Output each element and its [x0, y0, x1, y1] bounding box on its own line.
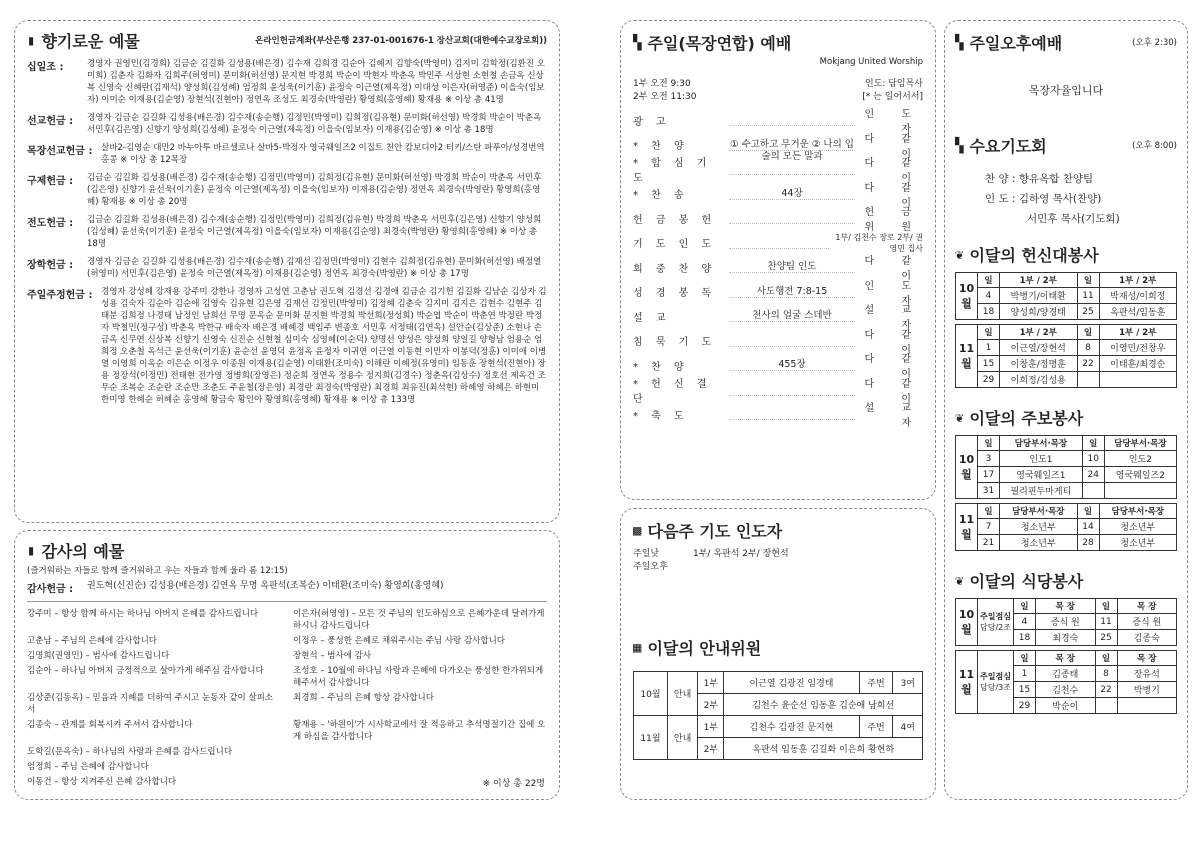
usher-cell: 2부 [698, 694, 724, 716]
order-person: 헌 금 위 원 [864, 207, 923, 234]
afternoon-title-wrap [955, 31, 1062, 54]
table-row [956, 340, 1177, 356]
account-info: 온라인헌금계좌(부산은행 237-01-001676-1 장산교회(대한예수교장로회)) [255, 35, 547, 46]
next-row-key-2: 주일오후 [633, 562, 668, 572]
usher-cell: 3여 [893, 672, 923, 694]
table-cell: 필리핀두마게티 [1000, 483, 1083, 499]
table-cell: 이근열/장현석 [1000, 340, 1078, 356]
lead-sub: 담당/3조 [980, 683, 1011, 692]
usher-cell: 주번 [859, 672, 893, 694]
thanks-item: 황재용 – '하원이'가 시사학교에서 잘 적응하고 추석명절기간 집에 오게 하심을 감사합니다 [293, 720, 546, 742]
section-mark-icon: ▦ [633, 639, 642, 656]
table-cell: 인도1 [1000, 451, 1083, 467]
offering-names: 경영자 강성혜 강재용 강주미 강한나 경영자 고성연 고춘남 권도혁 김경선 김경애 김금순 김기헌 김길화 김남순 김상자 김성용 김숙자 김순아 김순애 김영숙 김유현 김은영 김재선 김정민(박영미) 김정혜 김춘숙 김지미 김지은 김현수 김현주 김태분 김희정 나경태 남정인 남희선 무명 문옥순 문미화 문지현 박경희 박선희(정성희) 박순엽 박순이 박춘연 박정란 박정자 박철민(정구성) 박춘옥 박한규 배숙자 배은경 배혜경 백임주 변종호 서민후 서정태(김연옥) 설안순(김상준) 소현나 손금옥 신무연 신상복 신향기 신영숙 신진순 신현철 심미숙 심영혜(이순덕) 양명선 양성은 양성희 양일길 양형남 엄용순 엄희정 오춘철 옥석근 윤선욱(이기훈) 윤순선 윤영덕 윤정옥 윤정자 이귀연 이근열 이동현 이민자 이봉덕(정훈) 이미애 이병열 이영희 이옥순 이은순 이정우 이종원 이재용(김순영) 이태환(조미숙) 이해란 이혜정(유영미) 임동훈 장현석(진현아) 장용 정장석(이정민) 전태현 전가영 정병희(장영은) 정순희 정연옥 정용수 정지희(김경수) 정춘옥(김상수) 정호선 제옥건 조무순 조복순 조순란 조순만 조춘도 주윤철(장은영) 최경란 최경숙(박영란) 최경희 최유진(최석현) 하혜영 하혜은 하현미 한미영 한혜순 허혜순 홍영혜 황금숙 황인아 황영희(홍영혜) 황재용 ※ 이상 총 133명 [101, 287, 547, 405]
thanks-item: 최경희 – 주님의 은혜 항상 감사합니다 [293, 693, 434, 703]
table-cell: 24 [1082, 467, 1104, 483]
table-cell: 김천수 [1036, 682, 1096, 698]
table-row [956, 356, 1177, 372]
wednesday-line-3: 서민후 목사(기도회) [1027, 213, 1120, 225]
month-cell: 10월 [956, 436, 978, 499]
thanks-item: 이은자(허영영) – 모든 것 주님의 인도하심으로 은혜가운데 달려가게 하시니 감사드립니다 [293, 609, 545, 631]
order-person: 다 같 이 [864, 133, 923, 160]
service-title-wrap [955, 243, 1177, 266]
header-cell: 담당부서·목장 [1000, 436, 1083, 451]
order-detail: 455장 [729, 359, 855, 371]
offering-label: 십일조 : [27, 62, 64, 73]
table-row [956, 535, 1177, 551]
order-row [633, 402, 923, 430]
order-row [633, 206, 923, 234]
table-cell: 7 [978, 519, 1000, 535]
offering-names: 경영자 권영민(김경희) 김금순 김길화 김성용(배은경) 김수재 김희경 김순아 김혜지 김향숙(박영미) 김지미 김학정(김환진 오미희) 김춘자 김화자 김희주(허영미) 문미화(허선영) 문지현 박경희 박순이 박현자 박춘옥 박민주 서상현 소현철 손금옥 신상복 신영숙 신혜란(김재석) 양성희(김성혜) 엄정희 윤성욱(이기훈) 윤정숙 이근열(제옥정) 이대성 이은자(허영준) 이을숙(임보자) 이미순 이재용(김순영) 장현석(진현아) 정연옥 조성도 최경숙(박영란) 황영희(홍영혜) 황재용 ※ 이상 총 41명 [87, 59, 545, 105]
section-mark-icon: ▚ [633, 34, 642, 51]
table-cell: 증식 원 [1117, 614, 1177, 630]
table-cell: 1 [978, 340, 1000, 356]
worship-panel [620, 20, 936, 500]
order-detail: 찬양팀 인도 [729, 261, 855, 273]
table-cell: 3 [978, 451, 1000, 467]
wednesday-title-wrap [955, 134, 1047, 157]
wednesday-time: (오후 8:00) [1132, 140, 1177, 151]
header-cell: 일 [1095, 599, 1117, 614]
table-row [956, 304, 1177, 320]
offering-list [27, 58, 547, 406]
table-cell [1104, 483, 1176, 499]
order-item: 회 중 찬 양 [633, 263, 717, 275]
bulletin-title-wrap [955, 406, 1177, 429]
table-cell: 25 [1077, 304, 1099, 320]
header-cell: 일 [1082, 436, 1104, 451]
table-cell: 이태훈/최경순 [1099, 356, 1177, 372]
order-detail [729, 163, 855, 175]
worship-subtitle: Mokjang United Worship [819, 57, 923, 67]
offering-panel [14, 20, 560, 523]
table-header [956, 325, 1177, 340]
lead-cell [978, 651, 1014, 714]
table-cell [1082, 483, 1104, 499]
thanks-panel [14, 530, 560, 800]
usher-cell: 안내 [668, 716, 698, 760]
order-person: 인 도 자 [864, 109, 923, 136]
table-cell: 8 [1095, 666, 1117, 682]
worship-leader-note: [* 는 일어서서] [862, 92, 923, 102]
lead-label: 주일점심 [980, 672, 1011, 681]
header-cell: 1부 / 2부 [1000, 325, 1078, 340]
header-cell: 목 장 [1117, 599, 1177, 614]
table-cell: 청소년부 [1000, 519, 1078, 535]
next-title-wrap [633, 519, 923, 542]
usher-cell: 4여 [893, 716, 923, 738]
order-detail: ① 수고하고 무거운 ② 나의 입술의 모든 말과 [730, 138, 854, 162]
thanks-item: 강주미 – 항상 함께 하시는 하나님 아버지 은혜를 감사드립니다 [27, 609, 259, 619]
table-header [956, 436, 1177, 451]
table-cell: 31 [978, 483, 1000, 499]
header-cell: 일 [978, 273, 1000, 288]
thanks-item: 도학길(문옥숙) – 하나님의 사랑과 은혜를 감사드립니다 [27, 747, 233, 757]
usher-cell: 이근열 김광진 임경태 [724, 672, 859, 694]
afternoon-title: 주일오후예배 [969, 34, 1063, 53]
table-cell [1095, 698, 1117, 714]
order-person: 다 같 이 [864, 378, 923, 405]
heart-icon: ❦ [955, 246, 964, 263]
table-cell: 영국웨일즈2 [1104, 467, 1176, 483]
order-item: * 찬 송 [633, 190, 689, 202]
table-cell: 15 [1014, 682, 1036, 698]
thanks-item [293, 761, 547, 773]
table-cell [1077, 372, 1099, 388]
offering-label: 전도헌금 : [27, 218, 74, 229]
header-cell: 목 장 [1036, 599, 1096, 614]
header-cell: 1부 / 2부 [1099, 325, 1177, 340]
thanks-note: (즐거워하는 자들로 함께 즐거워하고 우는 자들과 함께 울라 롬 12:15) [27, 566, 288, 576]
bulletin-table [955, 435, 1177, 499]
table-cell: 8 [1077, 340, 1099, 356]
month-cell: 11월 [956, 504, 978, 551]
next-panel [620, 508, 936, 800]
order-person: 다 같 이 [864, 256, 923, 283]
next-row-key-1: 주일낮 [633, 549, 660, 559]
table-cell: 김종태 [1036, 666, 1096, 682]
usher-cell: 김천수 김광진 문지현 [724, 716, 859, 738]
section-mark-icon: ▩ [633, 522, 642, 539]
usher-row [634, 672, 923, 694]
next-prayer-title: 다음주 기도 인도자 [647, 522, 783, 541]
usher-cell: 안내 [668, 672, 698, 716]
time-1: 1부 오전 9:30 [633, 79, 691, 89]
bulletin-table [955, 503, 1177, 551]
offering-label: 구제헌금 : [27, 176, 74, 187]
header-cell: 일 [1077, 325, 1099, 340]
month-cell: 11월 [956, 651, 978, 714]
worship-title: 주일(목장연합) 예배 [647, 34, 792, 53]
header-cell: 일 [978, 436, 1000, 451]
table-row [956, 451, 1177, 467]
dining-title-wrap [955, 569, 1177, 592]
table-cell: 청소년부 [1099, 535, 1177, 551]
thanks-item: 고춘남 – 주님의 은혜에 감사합니다 [27, 636, 158, 646]
table-cell: 10 [1082, 451, 1104, 467]
order-item: 성 경 봉 독 [633, 288, 717, 300]
order-person: 1부/ 김천수 장로 2부/ 권영민 집사 [835, 232, 923, 253]
heart-icon: ❦ [955, 572, 964, 589]
ushers-title-wrap [633, 636, 923, 659]
section-mark-icon: ▚ [955, 34, 964, 51]
offering-names: 경영자 김금순 김길화 김성용(배은경) 김수재(송순행) 김정민(박영미) 김희정(김유현) 문미화(허선영) 박경희 박순이 박춘옥 서민후(김은영) 신향기 양성희(김성혜) 윤정숙 이근열(제옥정) 이을숙(임보자) 이재용(김순영) ※ 이상 총 18명 [87, 113, 542, 135]
order-person: 다 같 이 [864, 354, 923, 381]
offering-names: 김금순 김길화 김성용(배은경) 김수재(송순행) 김정민(박영미) 김희정(김유현) 문미화(허선영) 박경희 박순이 박춘옥 서민후(김은영) 신향기 윤선욱(이기훈) 윤정숙 이근열(제옥정) 이을숙(임보자) 이재용(김순영) 정연옥 최경숙(박영란) 황영희(홍영혜) 황재용 ※ 이상 총 20명 [87, 173, 542, 207]
usher-cell: 11월 [634, 716, 668, 760]
divider [27, 601, 547, 602]
offering-names: 살바2-김영순 대만2 바누아투 바르셀로나 살바5-박정자 영국웨일즈2 이집트 천안 캄보디아2 터키/스탄 파푸아/성경번역 홍콩 ※ 이상 총 12목장 [101, 143, 545, 165]
header-cell: 1부 / 2부 [1000, 273, 1078, 288]
table-cell: 김종숙 [1117, 630, 1177, 646]
offering-label: 장학헌금 : [27, 260, 74, 271]
offering-label: 주일주정헌금 : [27, 290, 93, 301]
thanks-total: ※ 이상 총 22명 [482, 779, 545, 789]
offering-names: 경영자 김금순 김길화 김성용(배은경) 김수재(송순행) 김재선 김정민(박영미) 김현수 김희정(김유현) 문미화(허선영) 배정열(허영미) 서민후(김은영) 윤정숙 이근열(제옥정) 이재용(김순영) 정연옥 최경숙(박영란) ※ 이상 총 17명 [87, 257, 542, 279]
thanks-item: 김종숙 – 관계를 회복시켜 주셔서 감사합니다 [27, 720, 193, 730]
order-item: 광 고 [633, 116, 671, 128]
offering-section [27, 256, 547, 280]
order-item: 기 도 인 도 [633, 239, 717, 251]
table-cell: 15 [978, 356, 1000, 372]
order-item: * 찬 양 [633, 361, 689, 373]
offering-section [27, 286, 547, 406]
heart-icon: ❦ [955, 409, 964, 426]
offering-section [27, 142, 547, 166]
order-detail: 천사의 얼굴 스데반 [729, 310, 855, 322]
order-detail: 사도행전 7:8-15 [729, 286, 855, 298]
offering-label: 선교헌금 : [27, 116, 74, 127]
table-cell: 청소년부 [1000, 535, 1078, 551]
usher-cell: 옥판석 임동훈 김길화 이은희 황현하 [724, 738, 923, 760]
right-panel [944, 20, 1188, 800]
header-cell: 담당부서·목장 [1099, 504, 1177, 519]
table-cell: 이희정/김성용 [1000, 372, 1078, 388]
table-cell: 장유석 [1117, 666, 1177, 682]
usher-cell: 2부 [698, 738, 724, 760]
section-mark-icon: ▮ [27, 542, 36, 559]
thanks-item: 장현석 – 범사에 감사 [293, 651, 372, 661]
dining-tables [955, 598, 1177, 714]
table-cell [1117, 698, 1177, 714]
wednesday-line-2: 인 도 : 김하영 목사(찬양) [985, 193, 1102, 205]
table-cell [1099, 372, 1177, 388]
header-cell: 일 [1077, 504, 1099, 519]
table-cell: 11 [1095, 614, 1117, 630]
next-row-val-1: 1부/ 옥판석 2부/ 장현석 [693, 549, 789, 559]
table-row [956, 467, 1177, 483]
table-cell: 박병기/이태환 [1000, 288, 1078, 304]
order-person: 다 같 이 [864, 158, 923, 185]
table-cell: 14 [1077, 519, 1099, 535]
header-cell: 일 [1014, 651, 1036, 666]
table-cell: 박순이 [1036, 698, 1096, 714]
order-detail [729, 384, 855, 396]
table-cell: 증식 원 [1036, 614, 1096, 630]
order-detail [729, 237, 829, 249]
thanks-items [27, 608, 547, 788]
table-cell: 28 [1077, 535, 1099, 551]
table-cell: 이영민/전창우 [1099, 340, 1177, 356]
thanks-item: 엄정희 – 주님 은혜에 감사합니다 [27, 762, 149, 772]
table-cell: 25 [1095, 630, 1117, 646]
order-item: 설 교 [633, 312, 671, 324]
usher-cell: 김천수 윤순선 임동훈 김순애 남희선 [724, 694, 923, 716]
order-person: 설 교 자 [864, 403, 923, 430]
thanks-item: 이정우 – 풍성한 은혜로 채워주시는 주님 사랑 감사합니다 [293, 636, 506, 646]
order-person: 설 교 자 [864, 305, 923, 332]
dining-title: 이달의 식당봉사 [969, 572, 1084, 591]
worship-leader: 인도: 담임목사 [864, 79, 923, 89]
table-cell: 인도2 [1104, 451, 1176, 467]
time-2: 2부 오전 11:30 [633, 92, 697, 102]
order-person: 인 도 자 [864, 280, 923, 307]
thanks-givers: 권도혁(신진순) 김성용(배은경) 김연옥 무명 옥판석(조복순) 이태환(조미숙) 황영희(홍영혜) [87, 581, 444, 591]
month-cell: 10월 [956, 273, 978, 320]
table-cell: 4 [1014, 614, 1036, 630]
bulletin-tables [955, 435, 1177, 551]
worship-title-wrap [633, 31, 923, 54]
header-cell: 담당부서·목장 [1104, 436, 1176, 451]
table-header [956, 273, 1177, 288]
month-cell: 11월 [956, 325, 978, 388]
header-cell: 목 장 [1036, 651, 1096, 666]
table-cell: 박재성/이희정 [1099, 288, 1177, 304]
section-mark-icon: ▮ [27, 32, 36, 49]
header-cell: 일 [978, 325, 1000, 340]
service-table [955, 272, 1177, 320]
ushers-title: 이달의 안내위원 [647, 639, 762, 658]
section-mark-icon: ▚ [955, 137, 964, 154]
table-cell: 양성희/양경태 [1000, 304, 1078, 320]
table-cell: 17 [978, 467, 1000, 483]
header-cell: 일 [1014, 599, 1036, 614]
header-cell: 일 [978, 504, 1000, 519]
header-cell: 일 [1095, 651, 1117, 666]
order-item: 침 묵 기 도 [633, 337, 717, 349]
table-cell: 영국웨일즈1 [1000, 467, 1083, 483]
table-header [956, 651, 1177, 666]
table-cell: 22 [1077, 356, 1099, 372]
table-row [956, 372, 1177, 388]
table-cell: 21 [978, 535, 1000, 551]
lead-label: 주일점심 [980, 612, 1011, 621]
order-item: * 축 도 [633, 410, 689, 422]
header-cell: 일 [1077, 273, 1099, 288]
afternoon-text: 목장자율입니다 [1028, 84, 1104, 97]
thanks-item: 김순아 – 하나님 아버지 긍정적으로 살아가게 해주심 감사합니다 [27, 666, 264, 676]
table-cell: 22 [1095, 682, 1117, 698]
table-cell: 29 [1014, 698, 1036, 714]
service-tables [955, 272, 1177, 388]
table-cell: 박병기 [1117, 682, 1177, 698]
offering-section [27, 172, 547, 208]
thanks-label: 감사헌금 : [27, 584, 74, 595]
table-cell: 18 [978, 304, 1000, 320]
offering-names: 김금순 김길화 김성용(배은경) 김수재(송순행) 김정민(박영미) 김희정(김유현) 박경희 박춘옥 서민후(김은영) 신향기 양성희(김성혜) 윤선욱(이기훈) 윤정숙 이근열(제옥정) 이을숙(임보자) 이재용(김순영) 최경숙(박영란) 황영희(홍영혜) ※ 이상 총 18명 [87, 215, 542, 249]
table-cell: 이창훈/정명훈 [1000, 356, 1078, 372]
offering-section [27, 214, 547, 250]
afternoon-time: (오후 2:30) [1132, 37, 1177, 48]
service-table [955, 324, 1177, 388]
header-cell: 담당부서·목장 [1000, 504, 1078, 519]
order-detail [729, 212, 855, 224]
order-item: * 합 심 기 도 [633, 158, 712, 185]
thanks-item: 조성호 – 10월에 하나님 사랑과 은혜에 다가오는 풍성한 한가위되게 해주셔서 감사합니다 [293, 666, 544, 688]
order-detail [729, 114, 855, 126]
table-row [956, 483, 1177, 499]
dining-table [955, 650, 1177, 714]
table-cell: 18 [1014, 630, 1036, 646]
order-person: 다 같 이 [864, 329, 923, 356]
month-cell: 10월 [956, 599, 978, 646]
table-cell: 최경숙 [1036, 630, 1096, 646]
usher-cell: 1부 [698, 716, 724, 738]
service-title: 이달의 헌신대봉사 [969, 246, 1099, 265]
order-detail [729, 408, 855, 420]
order-item: * 찬 양 [633, 141, 689, 153]
thanks-item [293, 746, 547, 758]
usher-cell: 주번 [859, 716, 893, 738]
table-row [956, 288, 1177, 304]
table-cell: 11 [1077, 288, 1099, 304]
table-header [956, 504, 1177, 519]
offering-title: 향기로운 예물 [41, 32, 140, 51]
lead-cell [978, 599, 1014, 646]
lead-sub: 담당/2조 [980, 623, 1011, 632]
order-item: * 헌 신 결 단 [633, 378, 712, 405]
dining-table [955, 598, 1177, 646]
usher-cell: 1부 [698, 672, 724, 694]
header-cell: 1부 / 2부 [1099, 273, 1177, 288]
table-cell: 1 [1014, 666, 1036, 682]
table-cell: 옥판석/임동훈 [1099, 304, 1177, 320]
table-row [956, 519, 1177, 535]
thanks-item: 김상준(김동옥) – 믿음과 지혜를 더하여 주시고 눈동자 같이 살피소서 [27, 693, 273, 715]
ushers-table [633, 671, 923, 760]
wednesday-title: 수요기도회 [969, 137, 1047, 156]
thanks-title: 감사의 예물 [41, 542, 125, 561]
offering-label: 목장선교헌금 : [27, 146, 93, 157]
table-cell: 29 [978, 372, 1000, 388]
order-person: 다 같 이 [864, 182, 923, 209]
table-cell: 청소년부 [1099, 519, 1177, 535]
thanks-item: 이동건 – 항상 지켜주신 은혜 감사합니다 [27, 777, 177, 787]
table-header [956, 599, 1177, 614]
table-cell: 4 [978, 288, 1000, 304]
offering-section [27, 112, 547, 136]
offering-section [27, 58, 547, 106]
bulletin-title: 이달의 주보봉사 [969, 409, 1084, 428]
header-cell: 목 장 [1117, 651, 1177, 666]
thanks-item: 김명희(권영민) – 범사에 감사드립니다 [27, 651, 170, 661]
wednesday-line-1: 찬 양 : 향유옥합 찬양팀 [985, 173, 1094, 185]
usher-row [634, 716, 923, 738]
offering-title-wrap [27, 29, 140, 52]
order-detail: 44장 [729, 188, 855, 200]
thanks-title-wrap [27, 539, 547, 562]
worship-order [633, 108, 923, 430]
usher-cell: 10월 [634, 672, 668, 716]
order-detail [729, 335, 855, 347]
order-item: 헌 금 봉 헌 [633, 214, 717, 226]
